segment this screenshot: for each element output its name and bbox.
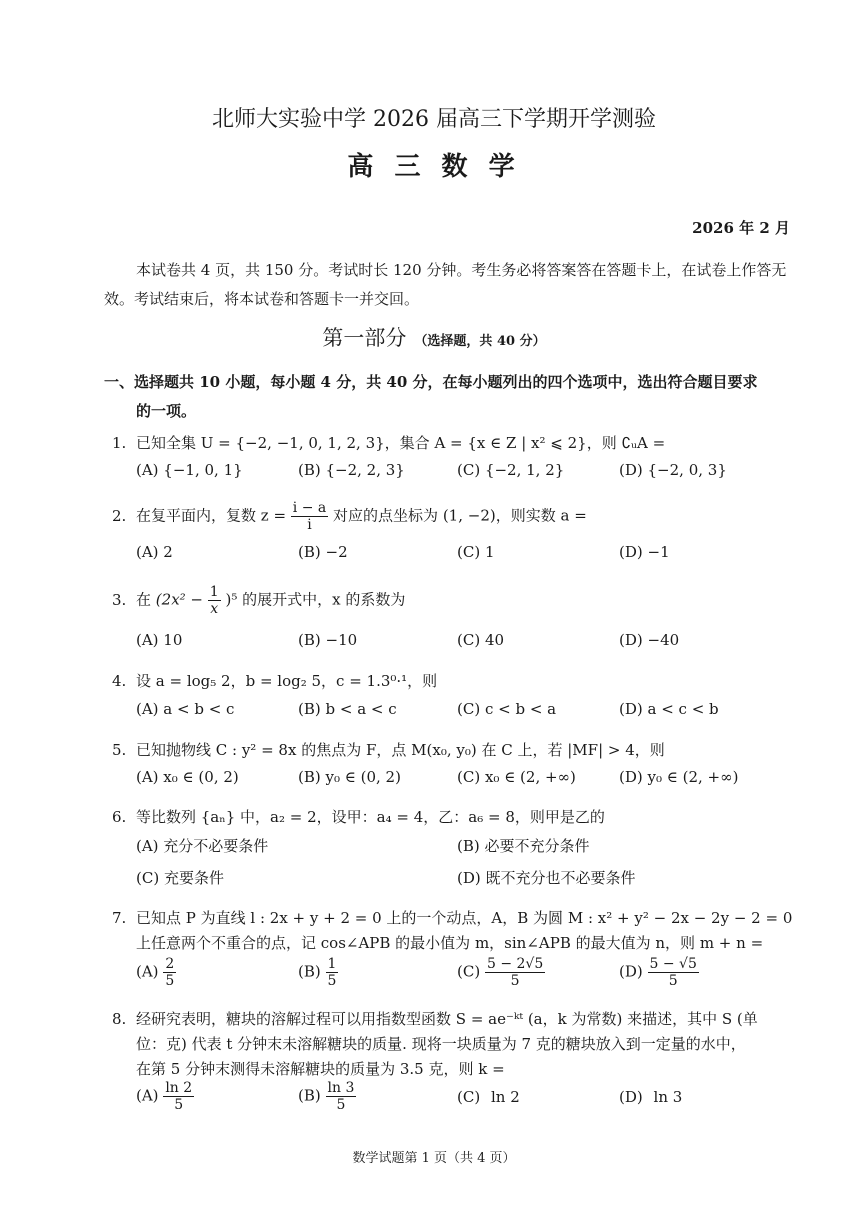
fraction-denominator: 5: [668, 973, 678, 989]
option-label: (C): [457, 962, 481, 981]
option-d: (D) y₀ ∈ (2, +∞): [619, 768, 739, 786]
option-c: (C) 40: [457, 631, 505, 649]
part-note: （选择题，共 40 分）: [414, 334, 546, 349]
question-number: 3.: [112, 590, 127, 609]
option-a: (A) 10: [136, 631, 183, 649]
option-d: (D) −1: [619, 543, 670, 561]
fraction: [291, 500, 328, 533]
expression-open: (2x² −: [155, 590, 204, 609]
question-7: [112, 907, 792, 928]
question-stem: 已知抛物线 C : y² = 8x 的焦点为 F，点 M(x₀, y₀) 在 C 上，若 |MF| > 4，则: [136, 741, 665, 759]
fraction-numerator: 5 − 2√5: [486, 956, 544, 972]
fraction-denominator: 5: [174, 1097, 184, 1113]
fraction: [163, 956, 176, 989]
exam-title: 北师大实验中学 2026 届高三下学期开学测验: [212, 107, 656, 132]
option-c: [457, 956, 545, 989]
question-stem-line-1: 经研究表明，糖块的溶解过程可以用指数型函数 S = ae⁻ᵏᵗ (a，k 为常数) 来描述，其中 S (单: [136, 1010, 758, 1028]
fraction-denominator: 5: [336, 1097, 346, 1113]
fraction-denominator: 5: [327, 973, 337, 989]
part-title: 第一部分: [322, 326, 407, 350]
fraction-numerator: 1: [209, 584, 219, 600]
fraction-denominator: x: [210, 601, 219, 617]
question-number: 1.: [112, 434, 127, 452]
question-7-line-2: 上任意两个不重合的点，记 cos∠APB 的最小值为 m，sin∠APB 的最大值为 n，则 m + n =: [136, 934, 764, 952]
question-stem-b: 对应的点坐标为 (1, −2)，则实数 a =: [333, 506, 587, 525]
fraction: [648, 956, 699, 989]
option-label: (D): [619, 962, 643, 981]
option-b: (B) b < a < c: [298, 700, 397, 718]
option-c: (C) 充要条件: [136, 869, 224, 887]
question-8: [112, 1008, 758, 1029]
option-a: (A) a < b < c: [136, 700, 235, 718]
section-line-1: 一、选择题共 10 小题，每小题 4 分，共 40 分，在每小题列出的四个选项中，选出符合题目要求: [104, 373, 758, 391]
option-c: (C) 1: [457, 543, 495, 561]
option-b: (B) y₀ ∈ (0, 2): [298, 768, 401, 786]
fraction-numerator: 2: [165, 956, 175, 972]
option-b: (B) 必要不充分条件: [457, 837, 590, 855]
question-number: 2.: [112, 506, 127, 525]
option-label: (C): [457, 1088, 481, 1106]
option-b: [298, 1080, 356, 1113]
question-stem-line-1: 已知点 P 为直线 l : 2x + y + 2 = 0 上的一个动点，A，B 为圆 M : x² + y² − 2x − 2y − 2 = 0: [136, 909, 793, 927]
option-c: (C) x₀ ∈ (2, +∞): [457, 768, 576, 786]
option-d: (D) a < c < b: [619, 700, 719, 718]
option-text: ln 3: [653, 1088, 683, 1106]
option-c: (C) {−2, 1, 2}: [457, 461, 565, 479]
fraction-numerator: 5 − √5: [649, 956, 697, 972]
question-1: [112, 432, 665, 453]
option-text: ln 2: [490, 1088, 520, 1106]
option-a: (A) x₀ ∈ (0, 2): [136, 768, 239, 786]
option-a: [136, 1080, 194, 1113]
fraction-numerator: ln 2: [165, 1080, 193, 1096]
question-stem: 等比数列 {aₙ} 中，a₂ = 2，设甲：a₄ = 4，乙：a₆ = 8，则甲是乙的: [136, 808, 605, 826]
fraction-denominator: i: [307, 517, 312, 533]
fraction-numerator: i − a: [292, 500, 327, 516]
question-number: 5.: [112, 741, 127, 759]
option-c: (C) c < b < a: [457, 700, 557, 718]
question-number: 7.: [112, 909, 127, 927]
option-a: (A) {−1, 0, 1}: [136, 461, 243, 479]
question-stem-b: 的展开式中，x 的系数为: [242, 590, 406, 609]
exam-date: 2026 年 2 月: [692, 219, 790, 237]
subject-title: 高 三 数 学: [347, 152, 521, 182]
option-d: (D) 既不充分也不必要条件: [457, 869, 636, 887]
option-d: (D) {−2, 0, 3}: [619, 461, 727, 479]
question-stem: 设 a = log₅ 2，b = log₂ 5，c = 1.3⁰·¹，则: [136, 672, 438, 690]
fraction-numerator: 1: [327, 956, 337, 972]
fraction: [326, 956, 339, 989]
option-d: [619, 1088, 682, 1106]
fraction-denominator: 5: [165, 973, 175, 989]
question-stem-a: 在: [136, 590, 152, 609]
exam-instructions: 本试卷共 4 页，共 150 分。考试时长 120 分钟。考生务必将答案答在答题卡上，在试卷上作答无效。考试结束后，将本试卷和答题卡一并交回。: [104, 261, 787, 308]
part-heading: [0, 322, 868, 352]
question-8-line-2: 位：克) 代表 t 分钟末未溶解糖块的质量. 现将一块质量为 7 克的糖块放入到一定量的水中，: [136, 1035, 746, 1053]
fraction-numerator: ln 3: [327, 1080, 355, 1096]
fraction: [208, 584, 221, 617]
question-3: [112, 584, 405, 617]
fraction: [326, 1080, 357, 1113]
question-number: 6.: [112, 808, 127, 826]
question-stem-a: 在复平面内，复数 z =: [136, 506, 287, 525]
question-stem: 已知全集 U = {−2, −1, 0, 1, 2, 3}，集合 A = {x ∈ Z | x² ⩽ 2}，则 ∁ᵤA =: [136, 434, 666, 452]
option-d: [619, 956, 699, 989]
option-c: [457, 1088, 520, 1106]
option-a: [136, 956, 176, 989]
option-a: (A) 2: [136, 543, 173, 561]
fraction: [163, 1080, 194, 1113]
section-line-2: 的一项。: [136, 402, 197, 420]
question-8-line-3: 在第 5 分钟末测得未溶解糖块的质量为 3.5 克，则 k =: [136, 1060, 505, 1078]
question-number: 8.: [112, 1010, 127, 1028]
option-d: (D) −40: [619, 631, 680, 649]
option-b: (B) −10: [298, 631, 358, 649]
option-label: (B): [298, 1086, 321, 1105]
question-4: [112, 670, 437, 691]
option-label: (D): [619, 1088, 643, 1106]
option-label: (B): [298, 962, 321, 981]
question-6: [112, 806, 605, 827]
fraction: [485, 956, 545, 989]
fraction-denominator: 5: [510, 973, 520, 989]
page-footer: 数学试题第 1 页（共 4 页）: [352, 1151, 516, 1166]
option-b: (B) −2: [298, 543, 348, 561]
option-b: [298, 956, 338, 989]
section-heading: [104, 368, 758, 426]
question-2: [112, 500, 587, 533]
option-label: (A): [136, 962, 159, 981]
expression-close: )⁵: [225, 590, 238, 609]
option-a: (A) 充分不必要条件: [136, 837, 269, 855]
question-number: 4.: [112, 672, 127, 690]
option-b: (B) {−2, 2, 3}: [298, 461, 405, 479]
question-5: [112, 739, 665, 760]
option-label: (A): [136, 1086, 159, 1105]
